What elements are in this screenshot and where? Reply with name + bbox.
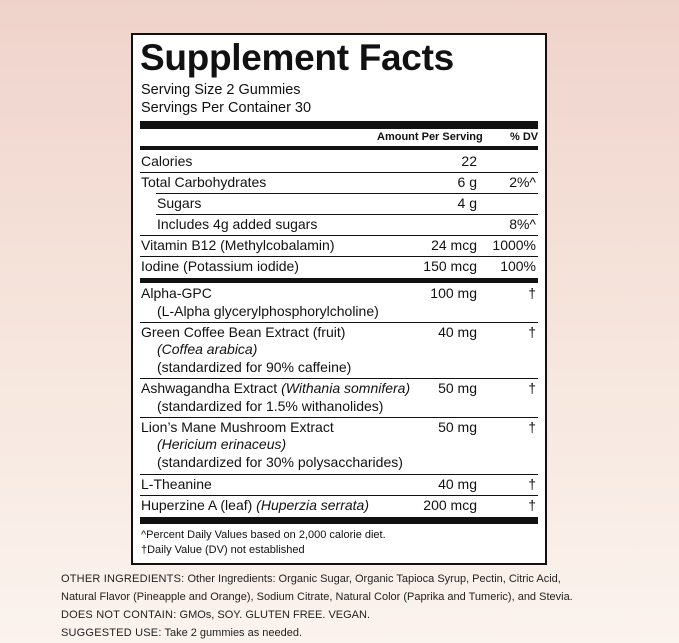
amount-header: Amount Per Serving xyxy=(377,131,483,143)
table-row: Calories 22 xyxy=(141,153,477,169)
dv-header: % DV xyxy=(510,131,539,143)
table-row: Ashwagandha Extract (Withania somnifera) (standardized for 1.5% withanolides) 50 mg † xyxy=(141,380,536,414)
panel-title: Supplement Facts xyxy=(140,37,454,78)
section-divider xyxy=(140,278,538,283)
header-divider xyxy=(140,146,538,150)
thick-divider xyxy=(140,121,538,129)
table-row: Lion’s Mane Mushroom Extract (Hericium erinaceus) (standardized for 30% polysaccharides) 50 mg † xyxy=(141,419,536,470)
footnote-not-established: †Daily Value (DV) not established xyxy=(141,544,305,556)
suggested-use: SUGGESTED USE: Take 2 gummies as needed. xyxy=(61,627,303,639)
table-row: Huperzine A (leaf) (Huperzia serrata) 200 mcg † xyxy=(141,497,536,513)
serving-size: Serving Size 2 Gummies xyxy=(141,82,301,98)
servings-per-container: Servings Per Container 30 xyxy=(141,100,312,116)
bottom-divider xyxy=(140,517,538,524)
table-row: Sugars 4 g xyxy=(157,195,477,211)
footnote-dv: ^Percent Daily Values based on 2,000 calorie diet. xyxy=(141,529,386,541)
table-row: Vitamin B12 (Methylcobalamin) 24 mcg 1000% xyxy=(141,237,536,253)
supplement-facts-panel xyxy=(131,33,547,565)
table-row: Includes 4g added sugars 8%^ xyxy=(157,216,536,232)
other-ingredients-cont: Natural Flavor (Pineapple and Orange), Sodium Citrate, Natural Color (Paprika and Tumeric), and Stevia. xyxy=(61,591,573,603)
does-not-contain: DOES NOT CONTAIN: GMOs, SOY. GLUTEN FREE. VEGAN. xyxy=(61,609,371,621)
table-row: Alpha-GPC (L-Alpha glycerylphosphorylcholine) 100 mg † xyxy=(141,285,536,319)
other-ingredients: OTHER INGREDIENTS: Other Ingredients: Organic Sugar, Organic Tapioca Syrup, Pectin, Citric Acid, xyxy=(61,573,561,585)
table-row: Total Carbohydrates 6 g 2%^ xyxy=(141,174,536,190)
table-row: Iodine (Potassium iodide) 150 mcg 100% xyxy=(141,258,536,274)
table-row: Green Coffee Bean Extract (fruit) (Coffea arabica) (standardized for 90% caffeine) 40 mg † xyxy=(141,324,536,375)
table-row: L-Theanine 40 mg † xyxy=(141,476,536,492)
